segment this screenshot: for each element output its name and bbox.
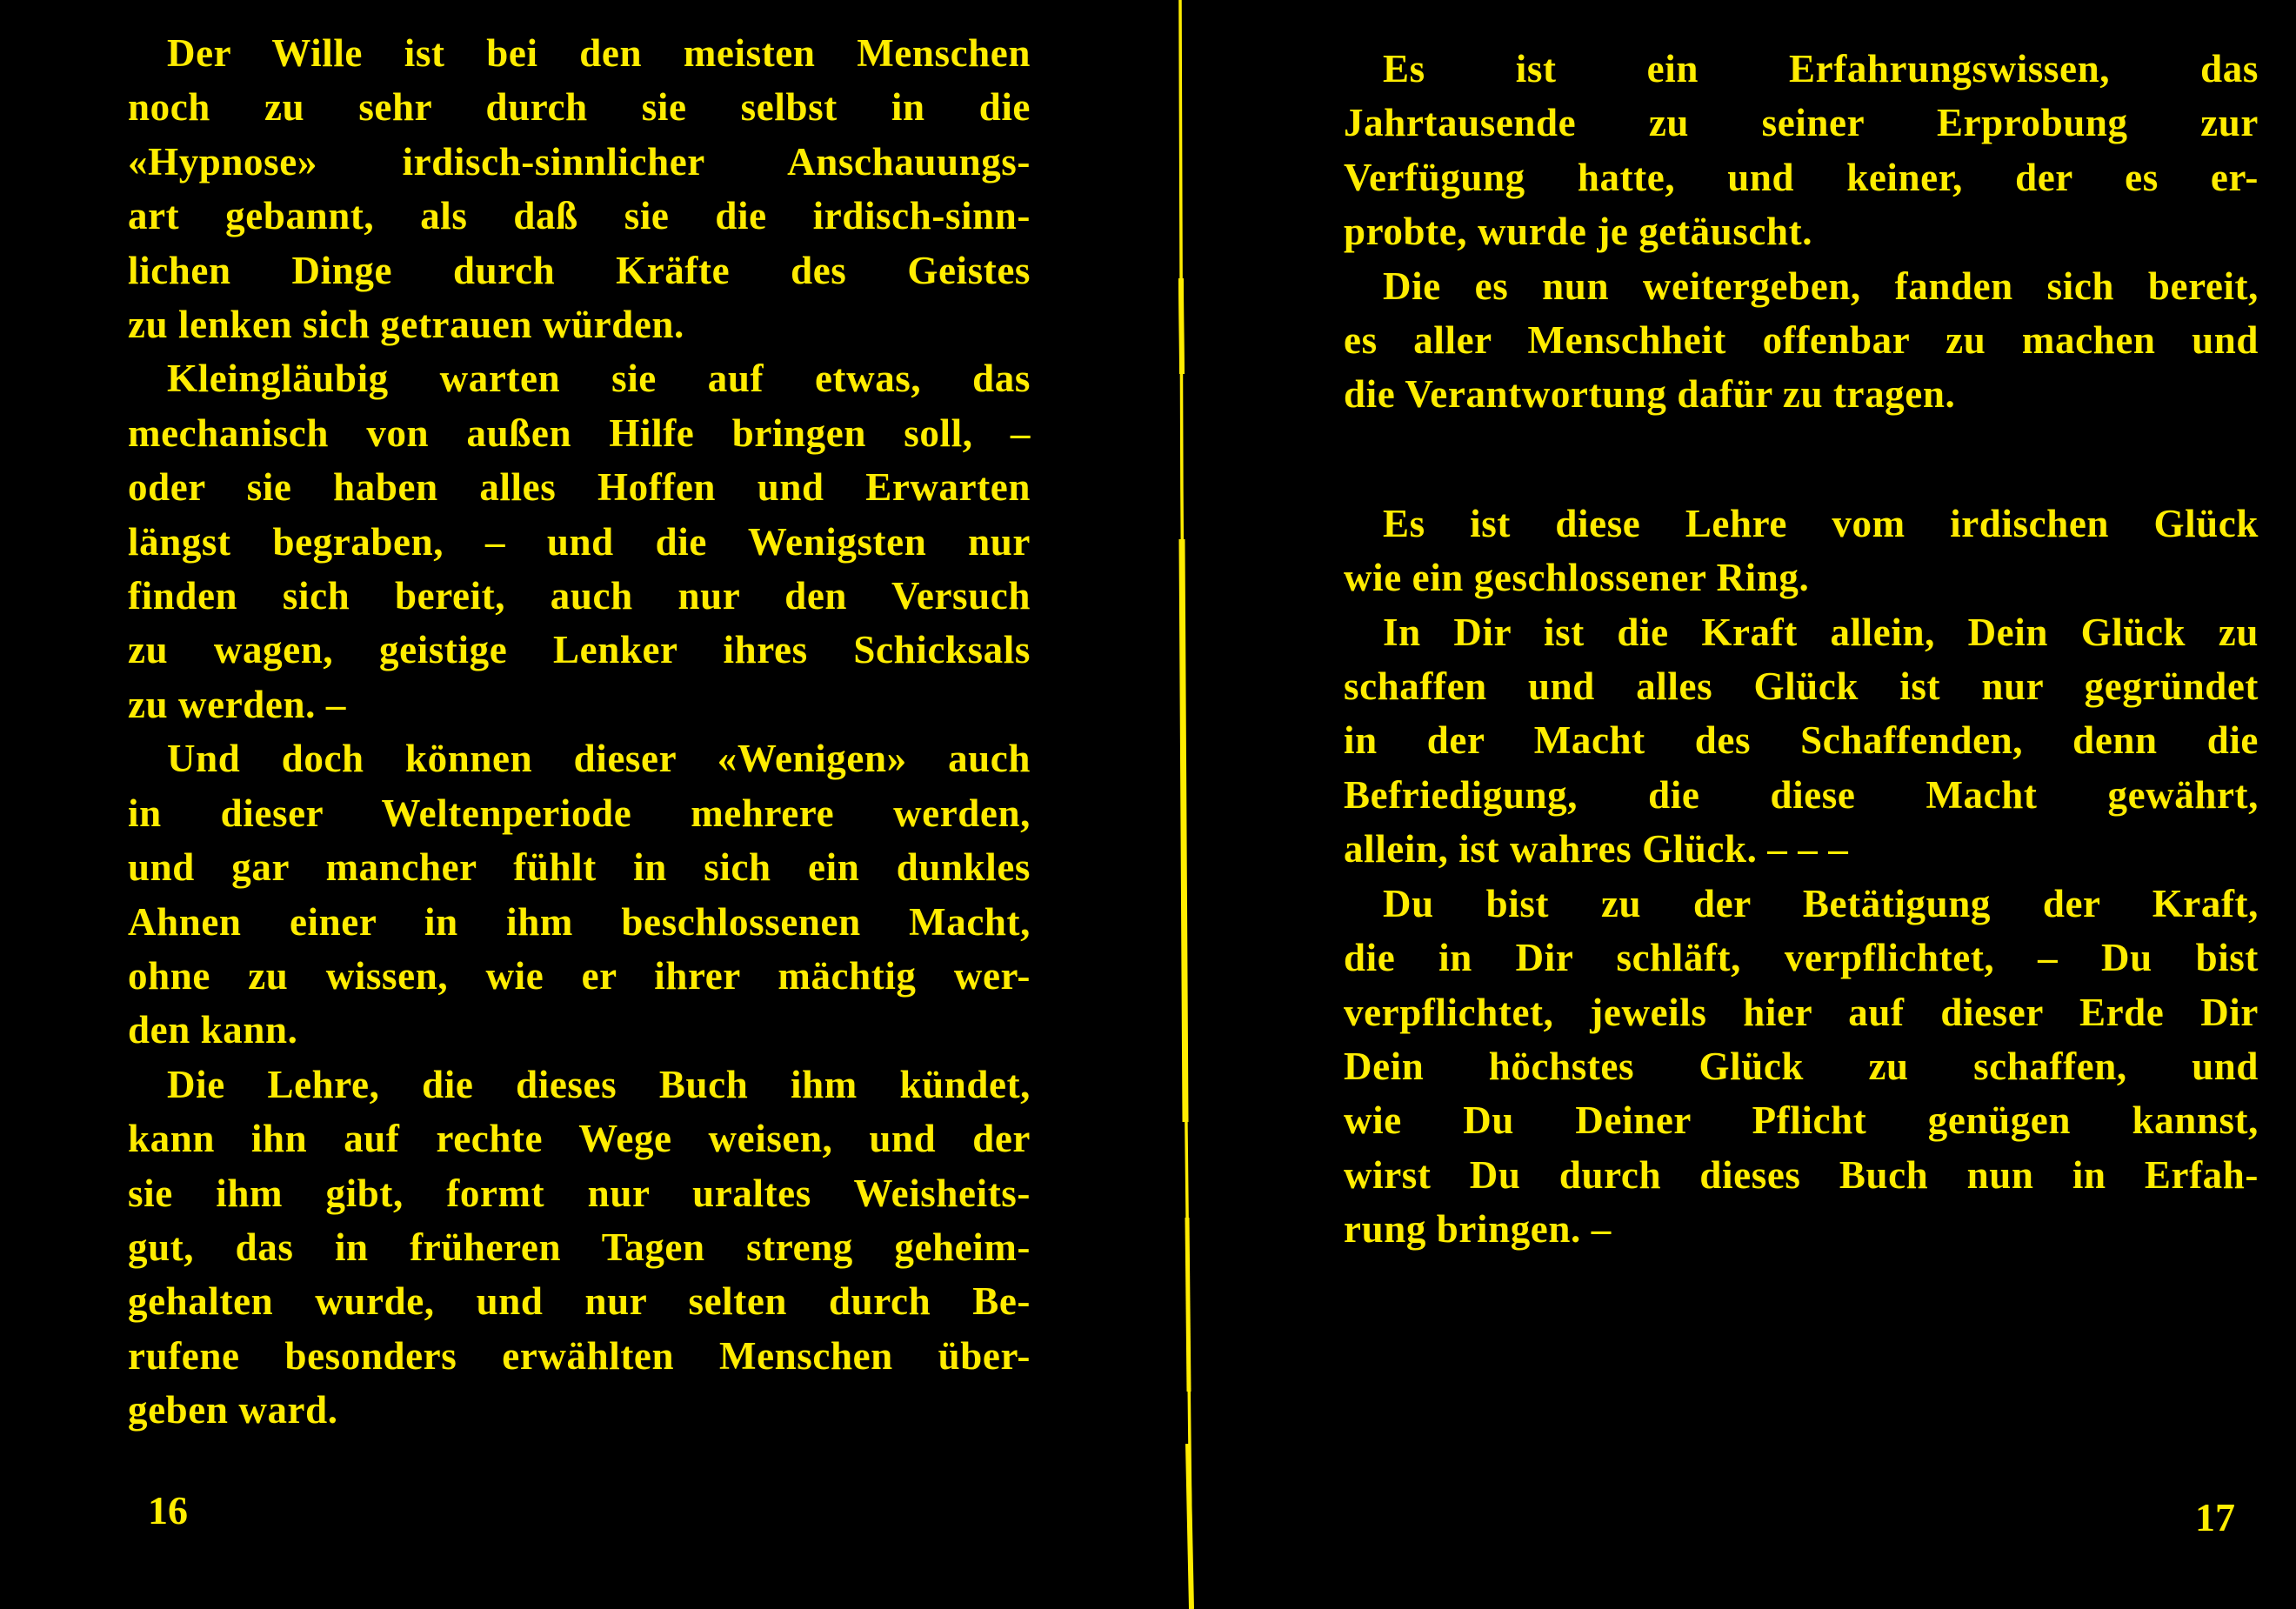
text-line: mechanisch von außen Hilfe bringen soll, – xyxy=(128,411,1031,455)
text-line: zu lenken sich getrauen würden. xyxy=(128,303,684,347)
text-line: Ahnen einer in ihm beschlossenen Macht, xyxy=(128,899,1031,944)
text-line: gehalten wurde, und nur selten durch Be- xyxy=(128,1279,1031,1324)
text-line: Befriedigung, die diese Macht gewährt, xyxy=(1344,772,2259,817)
page-right-text xyxy=(1344,42,2259,1257)
text-line: wie Du Deiner Pflicht genügen kannst, xyxy=(1344,1098,2259,1143)
text-line: längst begraben, – und die Wenigsten nur xyxy=(128,519,1031,564)
text-line: allein, ist wahres Glück. – – – xyxy=(1344,827,1849,871)
text-line: oder sie haben alles Hoffen und Erwarten xyxy=(128,465,1031,510)
text-line: Und doch können dieser «Wenigen» auch xyxy=(167,737,1031,781)
text-line: gut, das in früheren Tagen streng geheim- xyxy=(128,1225,1031,1269)
text-line: Es ist diese Lehre vom irdischen Glück xyxy=(1383,501,2259,545)
text-line: schaffen und alles Glück ist nur gegründet xyxy=(1344,664,2259,709)
text-line: die Verantwortung dafür zu tragen. xyxy=(1344,372,1956,417)
text-line: wie ein geschlossener Ring. xyxy=(1344,556,1810,600)
text-line: finden sich bereit, auch nur den Versuch xyxy=(128,574,1031,618)
text-line: ohne zu wissen, wie er ihrer mächtig wer- xyxy=(128,953,1031,998)
text-line: noch zu sehr durch sie selbst in die xyxy=(128,85,1031,130)
text-line: rung bringen. – xyxy=(1344,1207,1612,1252)
text-line: lichen Dinge durch Kräfte des Geistes xyxy=(128,248,1031,292)
text-line: geben ward. xyxy=(128,1388,338,1432)
text-line: Dein höchstes Glück zu schaffen, und xyxy=(1344,1044,2259,1088)
text-line: Verfügung hatte, und keiner, der es er- xyxy=(1344,155,2259,199)
page-left-text xyxy=(128,26,1031,1438)
text-line: die in Dir schläft, verpflichtet, – Du bist xyxy=(1344,936,2259,980)
page-number-left: 16 xyxy=(148,1488,188,1532)
text-line: rufene besonders erwählten Menschen über- xyxy=(128,1333,1031,1378)
text-line: kann ihn auf rechte Wege weisen, und der xyxy=(128,1117,1031,1161)
text-line: «Hypnose» irdisch-sinnlicher Anschauungs- xyxy=(128,139,1031,184)
text-line: Die es nun weitergeben, fanden sich bereit, xyxy=(1383,264,2259,308)
text-line: Du bist zu der Betätigung der Kraft, xyxy=(1383,881,2259,925)
text-line: Kleingläubig warten sie auf etwas, das xyxy=(167,357,1031,401)
text-line: verpflichtet, jeweils hier auf dieser Erde Dir xyxy=(1344,990,2259,1034)
text-line: In Dir ist die Kraft allein, Dein Glück zu xyxy=(1383,610,2259,654)
text-line: probte, wurde je getäuscht. xyxy=(1344,210,1813,254)
text-line: zu wagen, geistige Lenker ihres Schicksals xyxy=(128,628,1031,672)
text-line: und gar mancher fühlt in sich ein dunkles xyxy=(128,845,1031,890)
text-line: in dieser Weltenperiode mehrere werden, xyxy=(128,791,1031,835)
text-line: sie ihm gibt, formt nur uraltes Weisheits- xyxy=(128,1171,1031,1215)
text-line: wirst Du durch dieses Buch nun in Erfah- xyxy=(1344,1152,2259,1197)
text-line: Es ist ein Erfahrungswissen, das xyxy=(1383,47,2259,90)
text-line: in der Macht des Schaffenden, denn die xyxy=(1344,718,2259,763)
text-line: Jahrtausende zu seiner Erprobung zur xyxy=(1344,101,2259,145)
text-line: Der Wille ist bei den meisten Menschen xyxy=(167,31,1031,75)
text-line: Die Lehre, die dieses Buch ihm kündet, xyxy=(167,1062,1031,1106)
page-number-right: 17 xyxy=(2195,1495,2235,1539)
text-line: es aller Menschheit offenbar zu machen und xyxy=(1344,318,2259,363)
text-line: den kann. xyxy=(128,1008,298,1052)
text-line: art gebannt, als daß sie die irdisch-sinn- xyxy=(128,194,1031,238)
text-line: zu werden. – xyxy=(128,682,346,726)
